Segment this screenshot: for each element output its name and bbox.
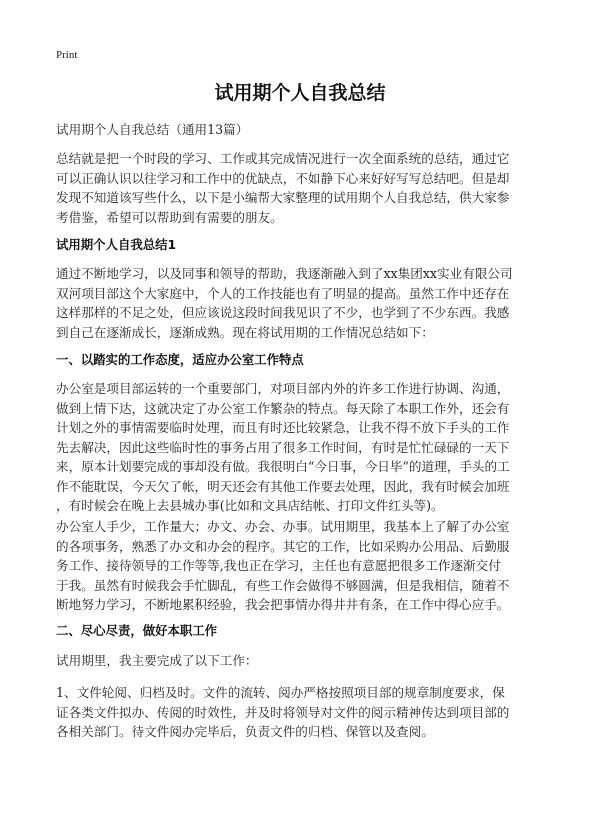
paragraph-line: 来，原本计划要完成的事却没有做。我很明白“今日事，今日毕”的道理，手头的工 xyxy=(56,459,510,474)
subtitle xyxy=(56,120,550,140)
intro-paragraph xyxy=(56,149,550,227)
section-heading-text: 试用期个人自我总结1 xyxy=(56,237,177,252)
paragraph-line: 试用期里，我主要完成了以下工作： xyxy=(56,653,258,668)
paragraph-4 xyxy=(56,651,550,671)
heading-a-text: 一、以踏实的工作态度，适应办公室工作特点 xyxy=(56,352,304,367)
paragraph-line: 务工作、接待领导的工作等等,我也正在学习，主任也有意愿把很多工作逐渐交付 xyxy=(56,558,501,573)
heading-a xyxy=(56,350,550,370)
paragraph-line: 通过不断地学习，以及同事和领导的帮助，我逐渐融入到了xx集团xx实业有限公司 xyxy=(56,266,513,281)
paragraph-line: 办公室是项目部运转的一个重要部门，对项目部内外的许多工作进行协调、沟通， xyxy=(56,381,510,396)
paragraph-line: 各相关部门。待文件阅办完毕后，负责文件的归档、保管以及查阅。 xyxy=(56,724,434,739)
paragraph-line: ，有时候会在晚上去县城办事(比如和文具店结帐、打印文件红头等)。 xyxy=(56,498,444,513)
paragraph-line: 办公室人手少，工作量大；办文、办会、办事。试用期里，我基本上了解了办公室 xyxy=(56,519,510,534)
paragraph-line: 计划之外的事情需要临时处理，而且有时还比较紧急，让我不得不放下手头的工作 xyxy=(56,420,510,435)
paragraph-2 xyxy=(56,379,550,516)
paragraph-line: 到自己在逐渐成长，逐渐成熟。现在将试用期的工作情况总结如下： xyxy=(56,324,434,340)
intro-line: 可以正确认识以往学习和工作中的优缺点，不如静下心来好好写写总结吧。但是却 xyxy=(56,170,510,186)
paragraph-line: 证各类文件拟办、传阅的时效性，并及时将领导对文件的阅示精神传达到项目部的 xyxy=(56,704,510,720)
heading-b-text: 二、尽心尽责，做好本职工作 xyxy=(56,623,218,638)
paragraph-line: 这样那样的不足之处，但应该说这段时间我见识了不少，也学到了不少东西。我感 xyxy=(56,305,510,320)
paragraph-line: 的各项事务，熟悉了办文和办会的程序。其它的工作，比如采购办公用品、后勤服 xyxy=(56,538,510,554)
paragraph-line: 1、文件轮阅、归档及时。文件的流转、阅办严格按照项目部的规章制度要求，保 xyxy=(56,685,505,700)
paragraph-line: 作不能耽误，今天欠了帐，明天还会有其他工作要去处理，因此，我有时候会加班 xyxy=(56,478,510,494)
paragraph-line: 断地努力学习，不断地累积经验，我会把事情办得井井有条，在工作中得心应手。 xyxy=(56,597,510,612)
page-title: 试用期个人自我总结 xyxy=(214,82,386,104)
paragraph-1 xyxy=(56,264,550,342)
paragraph-line: 双河项目部这个大家庭中，个人的工作技能也有了明显的提高。虽然工作中还存在 xyxy=(56,285,510,301)
print-label: Print xyxy=(56,49,78,61)
paragraph-line: 先去解决，因此这些临时性的事务占用了很多工作时间，有时是忙忙碌碌的一天下 xyxy=(56,439,510,455)
paragraph-line: 做到上情下达，这就决定了办公室工作繁杂的特点。每天除了本职工作外，还会有 xyxy=(56,400,510,416)
section-heading-1 xyxy=(56,235,550,255)
intro-line: 发现不知道该写些什么，以下是小编帮大家整理的试用期个人自我总结，供大家参 xyxy=(56,190,510,205)
intro-line: 总结就是把一个时段的学习、工作或其完成情况进行一次全面系统的总结，通过它 xyxy=(56,151,510,166)
paragraph-3 xyxy=(56,517,550,615)
intro-line: 考借鉴，希望可以帮助到有需要的朋友。 xyxy=(56,209,283,225)
subtitle-text: 试用期个人自我总结（通用13篇） xyxy=(56,122,249,137)
heading-b xyxy=(56,621,550,641)
paragraph-line: 于我。虽然有时候我会手忙脚乱，有些工作会做得不够圆满，但是我相信，随着不 xyxy=(56,577,510,593)
paragraph-5 xyxy=(56,683,550,742)
